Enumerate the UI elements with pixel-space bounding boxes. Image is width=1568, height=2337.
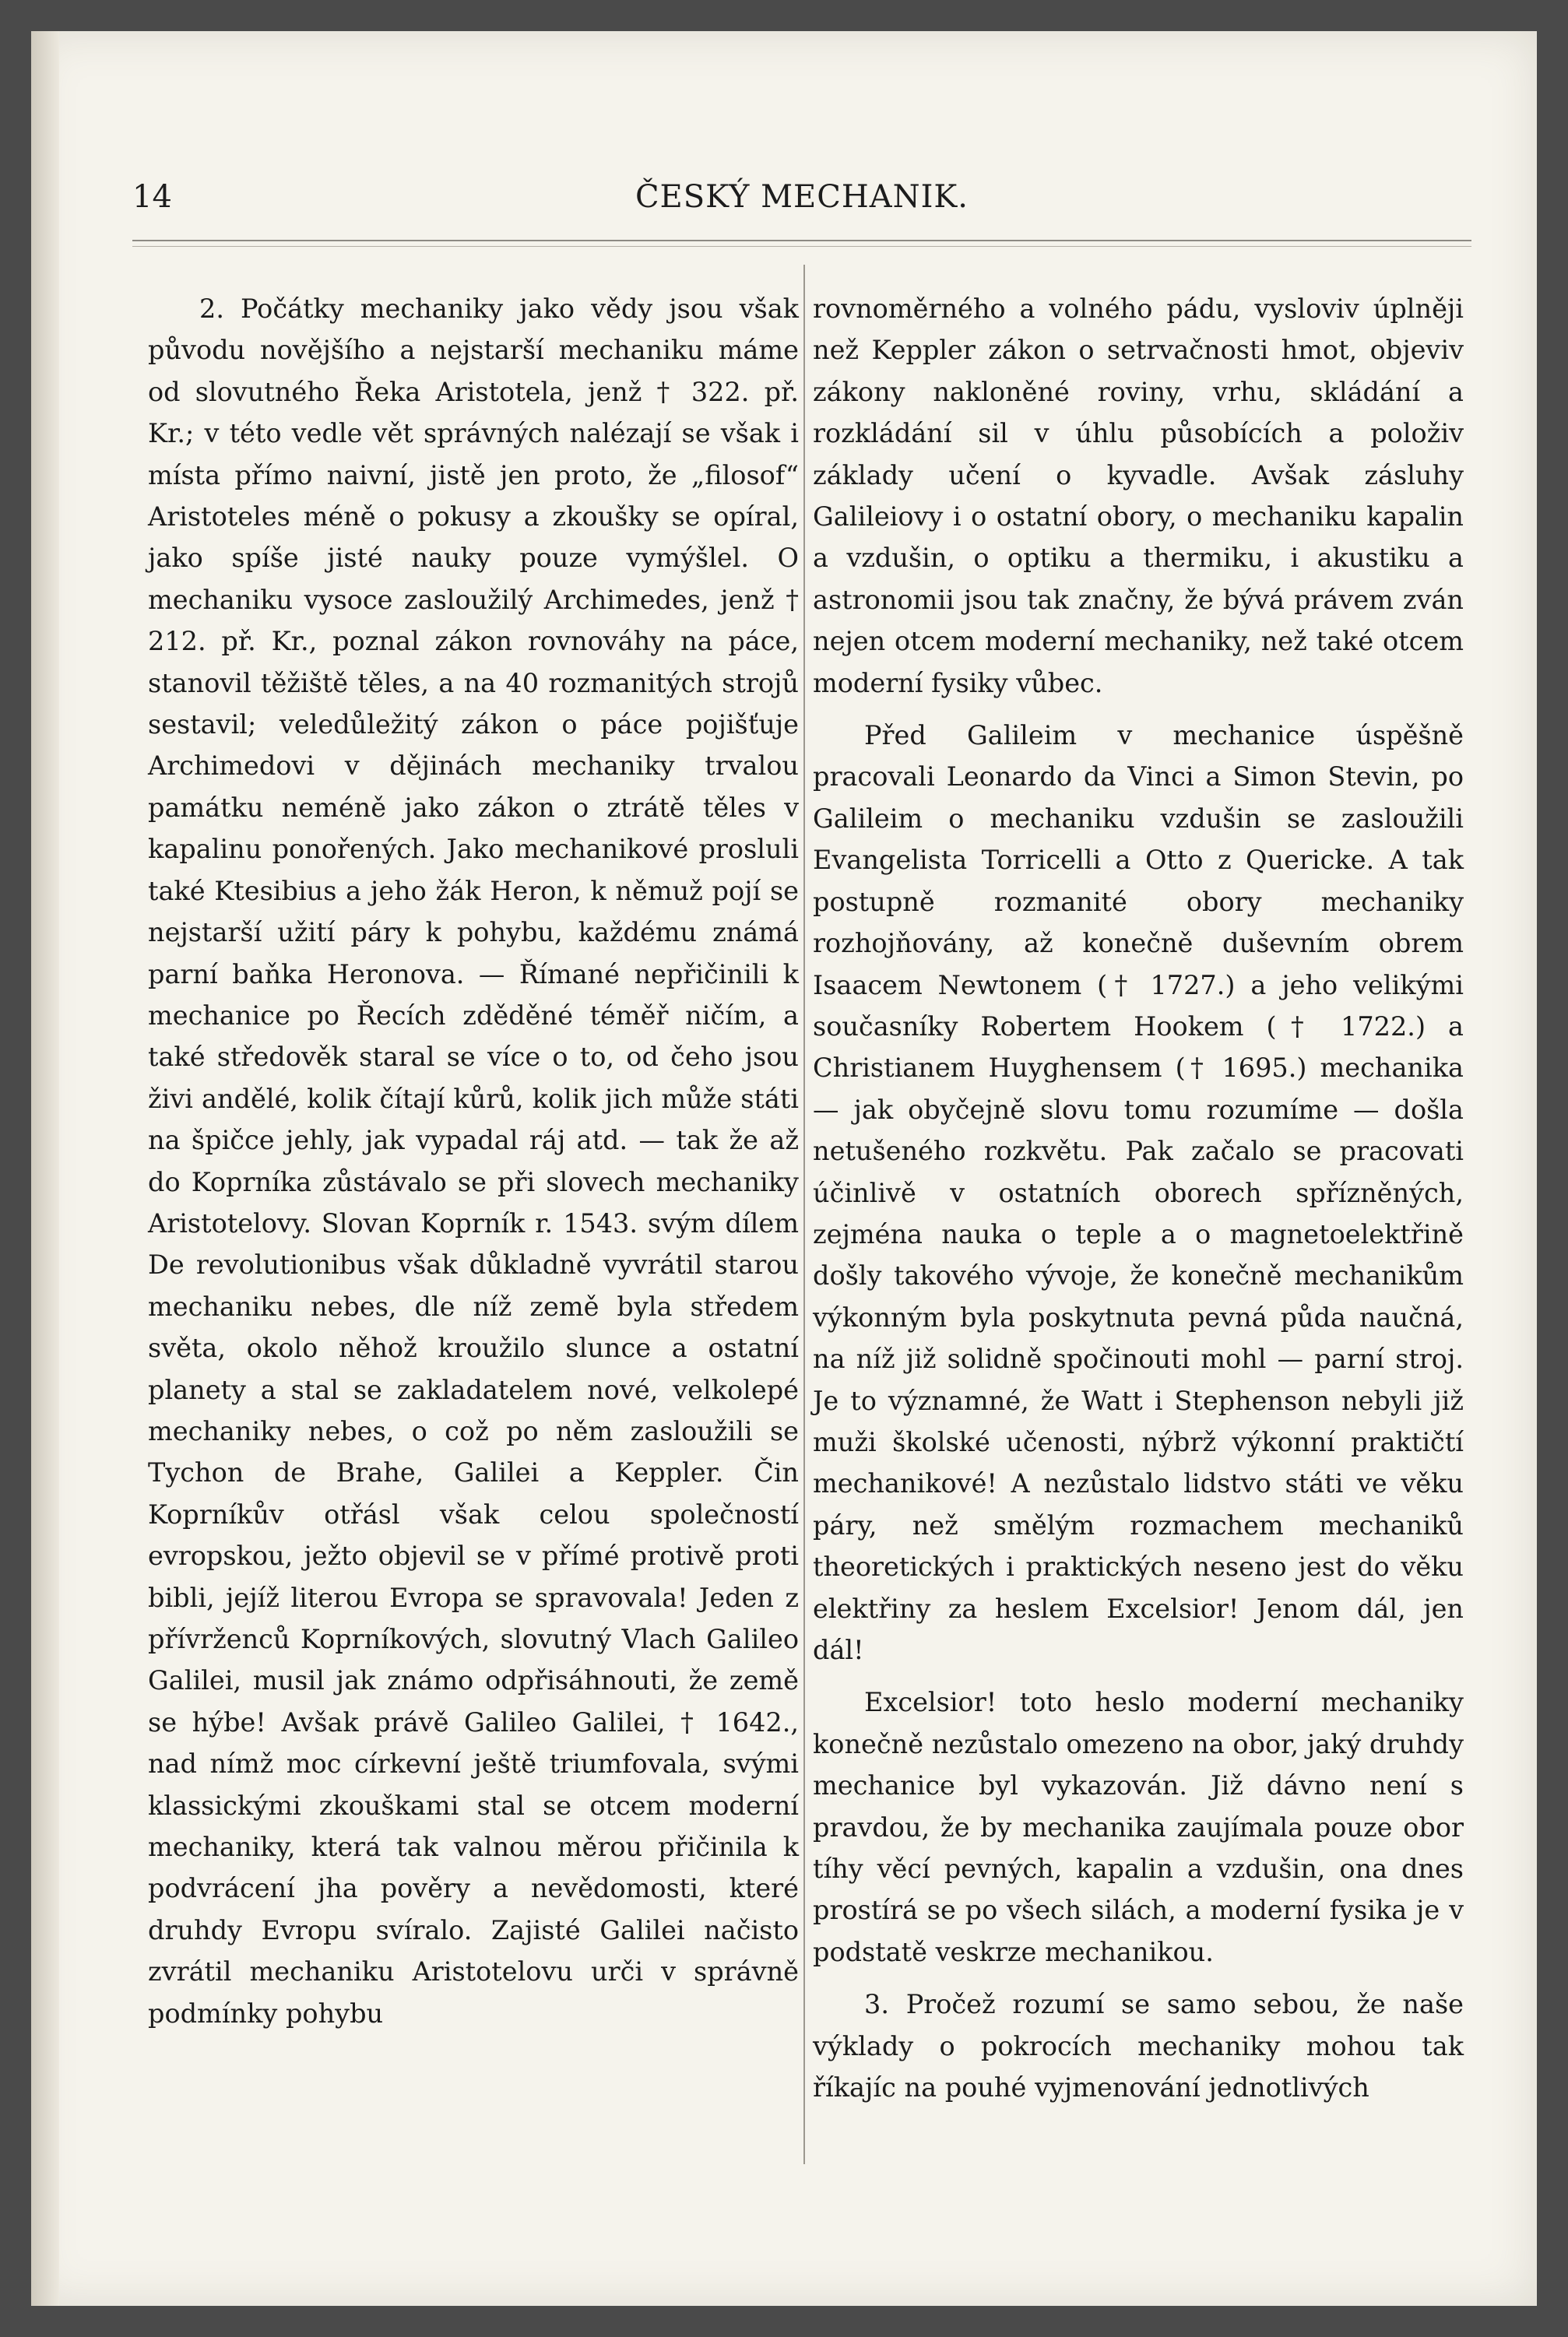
paragraph-continued: rovnoměrného a volného pádu, vysloviv úplněji než Keppler zákon o setrvačnosti hmot, objeviv zákony nakloněné roviny, vrhu, skládání a rozkládání sil v úhlu působících a položiv základy učení o kyvadle. Avšak zásluhy Galileiovy i o ostatní obory, o mechaniku kapalin a vzdušin, o optiku a thermiku, i akustiku a astronomii jsou tak značny, že bývá právem zván nejen otcem moderní mechaniky, než také otcem moderní fysiky vůbec. xyxy=(813,293,1464,698)
left-column xyxy=(148,288,799,2045)
right-column xyxy=(813,288,1464,2119)
page-header xyxy=(132,179,1471,234)
paragraph: 2. Počátky mechaniky jako vědy jsou však původu novějšího a nejstarší mechaniku máme od slovutného Řeka Aristotela, jenž † 322. př. Kr.; v této vedle vět správných nalézají se však i místa přímo naivní, jistě jen proto, že „filosof“ Aristoteles méně o pokusy a zkoušky se opíral, jako spíše jisté nauky pouze vymýšlel. O mechaniku vysoce zasloužilý Archimedes, jenž † 212. př. Kr., poznal zákon rovnováhy na páce, stanovil těžiště těles, a na 40 rozmanitých strojů sestavil; veledůležitý zákon o páce pojišťuje Archimedovi v dějinách mechaniky trvalou památku neméně jako zákon o ztrátě těles v kapalinu ponořených. Jako mechanikové prosluli také Ktesibius a jeho žák Heron, k němuž pojí se nejstarší užití páry k pohybu, každému známá parní baňka Heronova. — Římané nepřičinili k mechanice po Řecích zděděné téměř ničím, a také středověk staral se více o to, od čeho jsou živi andělé, kolik čítají kůrů, kolik jich může státi na špičce jehly, jak vypadal ráj atd. — tak že až do Koprníka zůstávalo se při slovech mechaniky Aristotelovy. Slovan Koprník r. 1543. svým dílem De revolutionibus však důkladně vyvrátil starou mechaniku nebes, dle níž země byla středem světa, okolo něhož kroužilo slunce a ostatní planety a stal se zakladatelem nové, velkolepé mechaniky nebes, o což po něm zasloužili se Tychon de Brahe, Galilei a Keppler. Čin Koprníkův otřásl však celou společností evropskou, ježto objevil se v přímé protivě proti bibli, jejíž literou Evropa se spravovala! Jeden z přívrženců Koprníkových, slovutný Vlach Galileo Galilei, musil jak známo odpřisáhnouti, že země se hýbe! Avšak právě Galileo Galilei, † 1642., nad nímž moc církevní ještě triumfovala, svými klassickými zkouškami stal se otcem moderní mechaniky, která tak valnou měrou přičinila k podvrácení jha pověry a nevědomosti, které druhdy Evropu svíralo. Zajisté Galilei načisto zvrátil mechaniku Aristotelovu urči v správně podmínky pohybu xyxy=(148,293,799,2029)
header-rule-thin xyxy=(132,246,1471,247)
paragraph: 3. Pročež rozumí se samo sebou, že naše výklady o pokrocích mechaniky mohou tak říkajíc na pouhé vyjmenování jednotlivých xyxy=(813,1989,1464,2103)
column-divider xyxy=(803,265,805,2164)
running-title: ČESKÝ MECHANIK. xyxy=(635,179,969,215)
page-edge xyxy=(31,31,59,2306)
paragraph: Excelsior! toto heslo moderní mechaniky konečně nezůstalo omezeno na obor, jaký druhdy mechanice byl vykazován. Již dávno není s pravdou, že by mechanika zaujímala pouze obor tíhy věcí pevných, kapalin a vzdušin, ona dnes prostírá se po všech silách, a moderní fysika je v podstatě veskrze mechanikou. xyxy=(813,1687,1464,1967)
header-rule xyxy=(132,240,1471,241)
paragraph: Před Galileim v mechanice úspěšně pracovali Leonardo da Vinci a Simon Stevin, po Galileim o mechaniku vzdušin se zasloužili Evangelista Torricelli a Otto z Quericke. A tak postupně rozmanité obory mechaniky rozhojňovány, až konečně duševním obrem Isaacem Newtonem († 1727.) a jeho velikými současníky Robertem Hookem († 1722.) a Christianem Huyghensem († 1695.) mechanika — jak obyčejně slovu tomu rozumíme — došla netušeného rozkvětu. Pak začalo se pracovati účinlivě v ostatních oborech spřízněných, zejména nauka o teple a o magnetoelektřině došly takového vývoje, že konečně mechanikům výkonným byla poskytnuta pevná půda naučná, na níž již solidně spočinouti mohl — parní stroj. Je to významné, že Watt i Stephenson nebyli již muži školské učenosti, nýbrž výkonní praktičtí mechanikové! A nezůstalo lidstvo státi ve věku páry, než smělým rozmachem mechaniků theoretických i praktických neseno jest do věku elektřiny za heslem Excelsior! Jenom dál, jen dál! xyxy=(813,720,1464,1665)
page-number: 14 xyxy=(132,179,172,215)
